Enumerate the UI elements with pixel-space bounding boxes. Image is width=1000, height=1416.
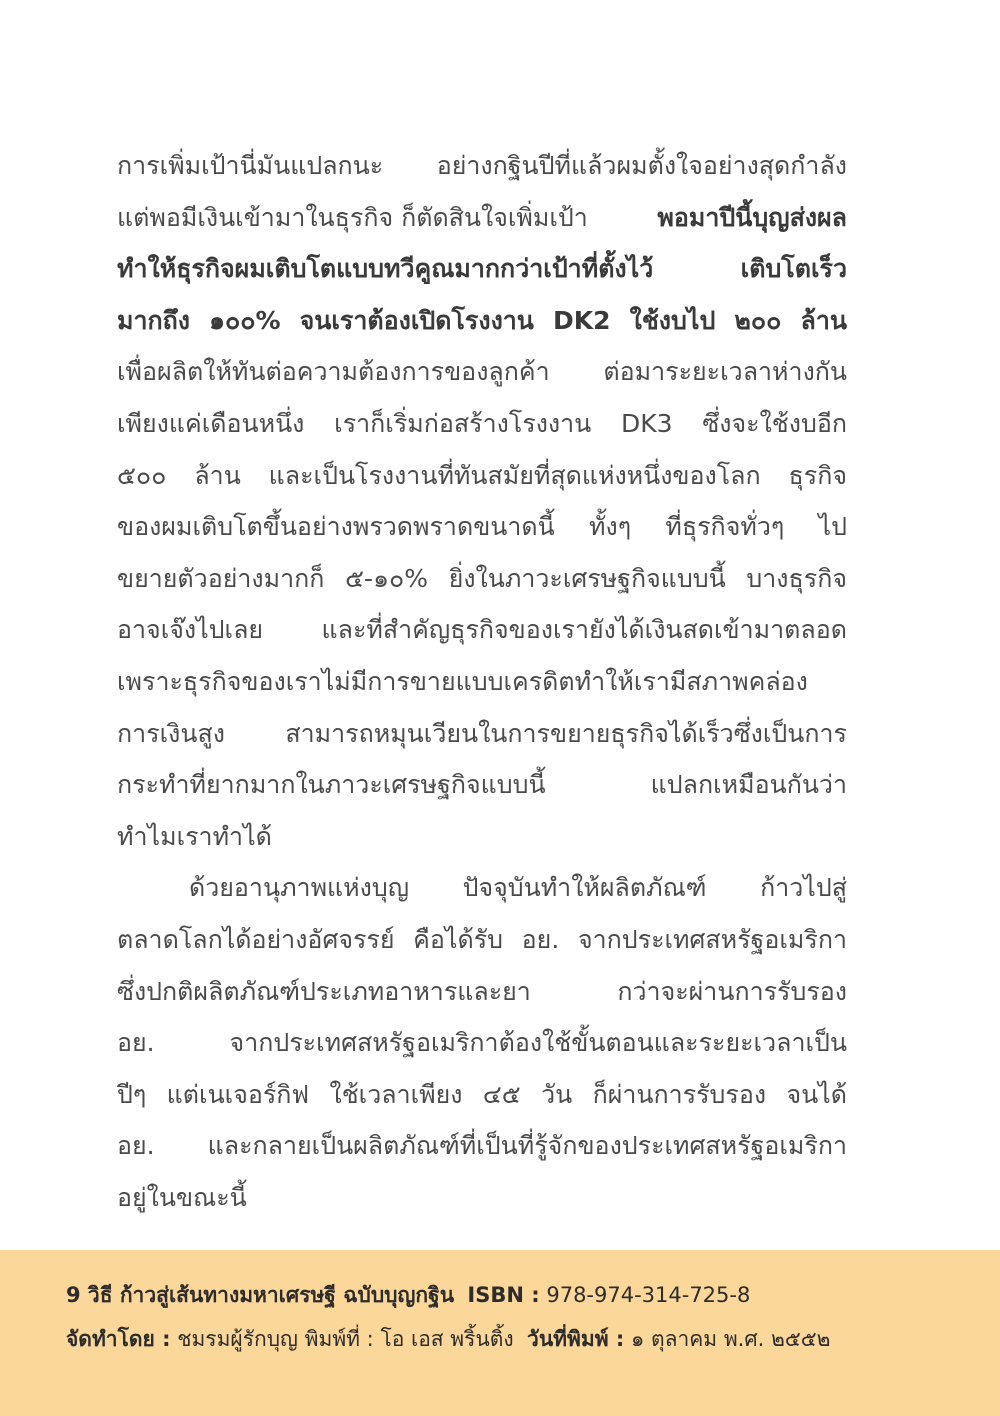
producer-label: จัดทำโดย : [66, 1327, 171, 1351]
body-line-bold: ทำให้ธุรกิจผมเติบโตแบบทวีคูณมากกว่าเป้าที่ตั้งไว้ เติบโตเร็ว [117, 254, 847, 284]
footer-print-info [66, 1323, 960, 1356]
body-line-indented: ด้วยอานุภาพแห่งบุญ ปัจจุบันทำให้ผลิตภัณฑ์ ก้าวไปสู่ [189, 873, 847, 903]
body-line: ๕๐๐ ล้าน และเป็นโรงงานที่ทันสมัยที่สุดแห่งหนึ่งของโลก ธุรกิจ [117, 460, 847, 490]
printer-label: พิมพ์ที่ : [304, 1327, 374, 1351]
body-line: เพียงแค่เดือนหนึ่ง เราก็เริ่มก่อสร้างโรงงาน DK3 ซึ่งจะใช้งบอีก [117, 408, 847, 438]
body-line [117, 192, 847, 244]
body-line-bold-segment: พอมาปีนี้บุญส่งผล [657, 202, 847, 232]
body-line: การเงินสูง สามารถหมุนเวียนในการขยายธุรกิจได้เร็วซึ่งเป็นการ [117, 718, 847, 748]
body-line: การเพิ่มเป้านี่มันแปลกนะ อย่างกฐินปีที่แล้วผมตั้งใจอย่างสุดกำลัง [117, 151, 847, 180]
body-line: เพื่อผลิตให้ทันต่อความต้องการของลูกค้า ต่อมาระยะเวลาห่างกัน [117, 357, 847, 387]
isbn-value: 978-974-314-725-8 [546, 1283, 751, 1307]
body-line: เพราะธุรกิจของเราไม่มีการขายแบบเครดิตทำให้เรามีสภาพคล่อง [117, 666, 808, 696]
footer-book-info [66, 1279, 960, 1312]
print-date-label: วันที่พิมพ์ : [527, 1327, 625, 1351]
isbn-label: ISBN : [467, 1283, 540, 1307]
body-line: อย. จากประเทศสหรัฐอเมริกาต้องใช้ขั้นตอนและระยะเวลาเป็น [117, 1028, 847, 1058]
print-date-value: ๑ ตุลาคม พ.ศ. ๒๕๕๒ [630, 1327, 831, 1351]
body-line: ปีๆ แต่เนเจอร์กิฟ ใช้เวลาเพียง ๔๕ วัน ก็ผ่านการรับรอง จนได้ [117, 1079, 847, 1109]
article-body [117, 140, 847, 1223]
body-line-bold: มากถึง ๑๐๐% จนเราต้องเปิดโรงงาน DK2 ใช้งบไป ๒๐๐ ล้าน [117, 305, 847, 335]
book-title: 9 วิธี ก้าวสู่เส้นทางมหาเศรษฐี ฉบับบุญกฐิน [66, 1283, 455, 1307]
footer-band [0, 1250, 1000, 1416]
body-line: ซึ่งปกติผลิตภัณฑ์ประเภทอาหารและยา กว่าจะผ่านการรับรอง [117, 976, 847, 1006]
producer-value: ชมรมผู้รักบุญ [177, 1327, 298, 1351]
body-line: อาจเจ๊งไปเลย และที่สำคัญธุรกิจของเรายังได้เงินสดเข้ามาตลอด [117, 615, 847, 645]
body-line-segment: แต่พอมีเงินเข้ามาในธุรกิจ ก็ตัดสินใจเพิ่มเป้า [117, 202, 588, 232]
body-line: ทำไมเราทำได้ [117, 821, 272, 851]
body-line: กระทำที่ยากมากในภาวะเศรษฐกิจแบบนี้ แปลกเหมือนกันว่า [117, 770, 847, 800]
body-line: อย. และกลายเป็นผลิตภัณฑ์ที่เป็นที่รู้จักของประเทศสหรัฐอเมริกา [117, 1131, 847, 1161]
body-line: ขยายตัวอย่างมากก็ ๕-๑๐% ยิ่งในภาวะเศรษฐกิจแบบนี้ บางธุรกิจ [117, 563, 847, 593]
body-line: ของผมเติบโตขึ้นอย่างพรวดพราดขนาดนี้ ทั้งๆ ที่ธุรกิจทั่วๆ ไป [117, 512, 847, 542]
printer-value: โอ เอส พริ้นติ้ง [380, 1327, 514, 1351]
body-line: อยู่ในขณะนี้ [117, 1182, 247, 1212]
body-line: ตลาดโลกได้อย่างอัศจรรย์ คือได้รับ อย. จากประเทศสหรัฐอเมริกา [117, 924, 847, 954]
